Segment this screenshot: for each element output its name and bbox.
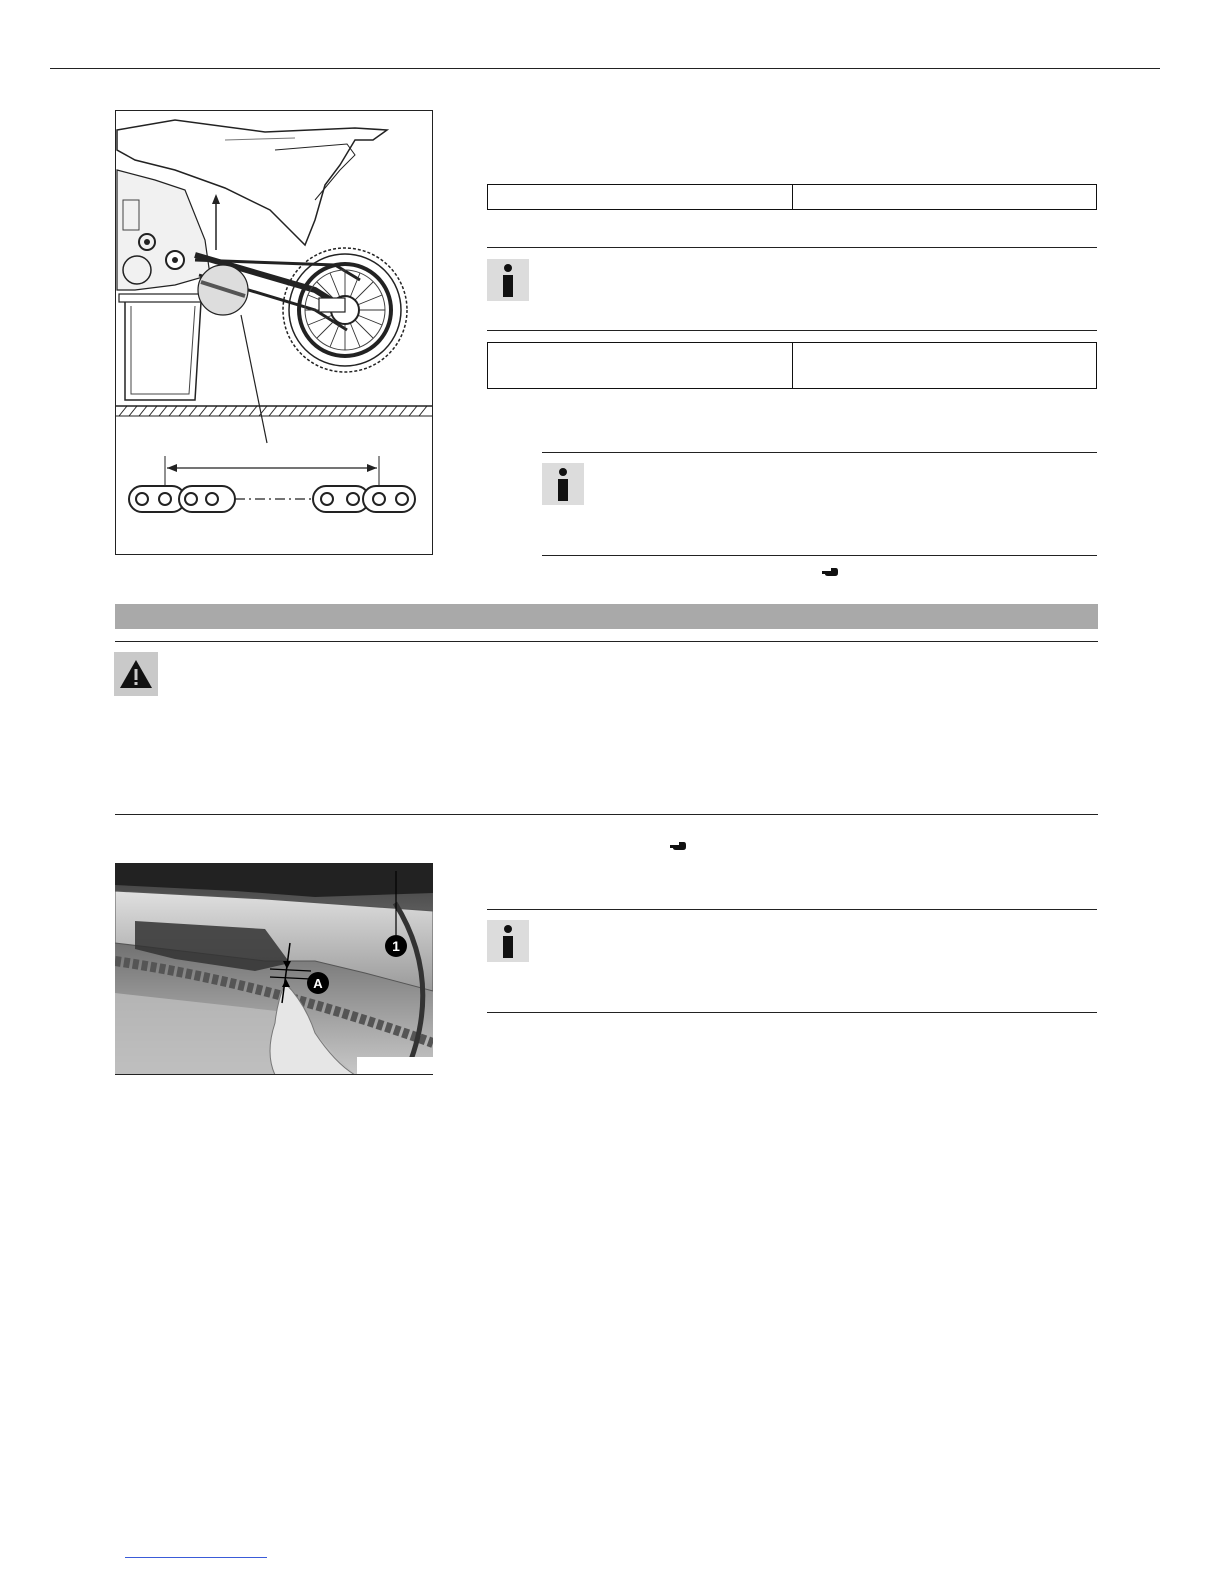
info-icon [542, 463, 584, 505]
chain-wear-illustration [115, 110, 433, 555]
pointing-hand-icon[interactable] [822, 564, 838, 582]
warning-rule-bottom [115, 814, 1098, 815]
info-icon [487, 920, 529, 962]
note-rule-top [487, 909, 1097, 910]
note-rule-bottom [542, 555, 1097, 556]
spec-label-cell [488, 343, 793, 389]
spec-value-cell [792, 185, 1097, 210]
pointing-hand-icon[interactable] [670, 838, 686, 856]
info-icon [487, 259, 529, 301]
spec-label-cell [488, 185, 793, 210]
callout-1-label: 1 [392, 938, 400, 954]
note-rule-top [487, 247, 1097, 248]
chain-tension-photo [115, 863, 433, 1075]
header-rule [50, 68, 1160, 69]
note-rule-bottom [487, 330, 1097, 331]
footer-link[interactable] [125, 1557, 267, 1558]
chain-spec-table [487, 342, 1097, 389]
spec-value-cell [792, 343, 1097, 389]
note-rule-bottom [487, 1012, 1097, 1013]
note-rule-top [542, 452, 1097, 453]
warning-icon [114, 652, 158, 696]
warning-rule-top [115, 641, 1098, 642]
callout-a-label: A [313, 976, 323, 991]
section-heading-bar [115, 604, 1098, 629]
chain-wear-spec-table [487, 184, 1097, 210]
